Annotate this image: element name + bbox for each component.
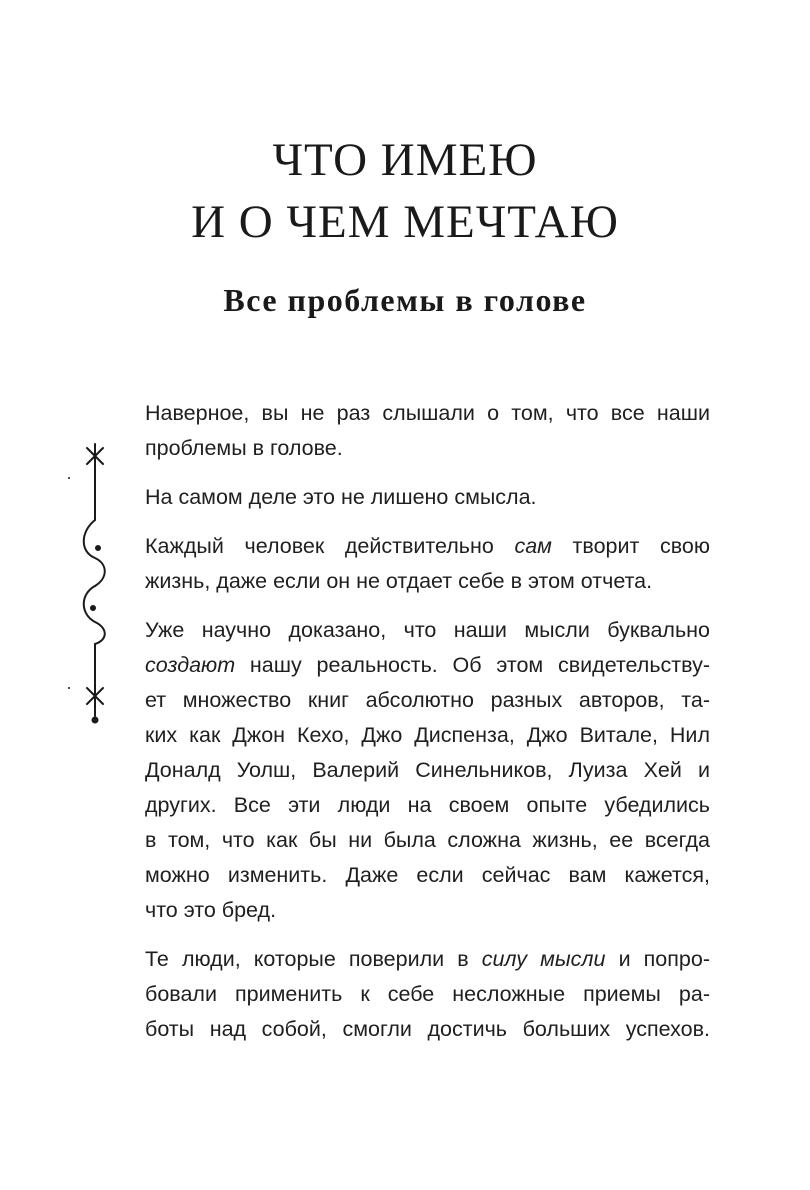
emphasis-text: создают xyxy=(145,653,236,677)
emphasis-text: силу мысли xyxy=(481,947,606,971)
text-segment: творит свою xyxy=(551,534,710,558)
paragraph-4 xyxy=(145,613,710,928)
paragraph-1 xyxy=(145,396,710,466)
emphasis-text: сам xyxy=(514,534,552,558)
text-line xyxy=(145,648,710,683)
text-line: проблемы в голове. xyxy=(145,436,343,460)
paragraph-5 xyxy=(145,942,710,1047)
text-line: что это бред. xyxy=(145,898,277,922)
text-line: жизнь, даже если он не отдает себе в этом отчета. xyxy=(145,569,653,593)
text-line: в том, что как бы ни была сложна жизнь, ее всегда xyxy=(145,828,710,852)
text-line: Доналд Уолш, Валерий Синельников, Луиза Хей и xyxy=(145,758,710,782)
body-text xyxy=(145,396,710,1061)
text-line: ет множество книг абсолютно разных авторов, та- xyxy=(145,688,710,712)
text-segment: Те люди, которые поверили в xyxy=(145,947,482,971)
text-line: Наверное, вы не раз слышали о том, что все наши xyxy=(145,401,710,425)
text-line: боты над собой, смогли достичь больших успехов. xyxy=(145,1017,710,1041)
text-line: других. Все эти люди на своем опыте убедились xyxy=(145,793,710,817)
text-segment: и попро- xyxy=(605,947,710,971)
text-segment: Каждый человек действительно xyxy=(145,534,515,558)
section-subtitle: Все проблемы в голове xyxy=(223,282,587,318)
text-line: можно изменить. Даже если сейчас вам кажется, xyxy=(145,863,710,887)
text-line: бовали применить к себе несложные приемы ра- xyxy=(145,982,710,1006)
text-line xyxy=(145,529,710,564)
paragraph-3 xyxy=(145,529,710,599)
text-line: Уже научно доказано, что наши мысли буквально xyxy=(145,618,710,642)
paragraph-2: На самом деле это не лишено смысла. xyxy=(145,485,537,509)
text-segment: нашу реальность. Об этом свидетельству- xyxy=(235,653,710,677)
text-line xyxy=(145,942,710,977)
chapter-title-line-1: ЧТО ИМЕЮ xyxy=(272,134,538,186)
chapter-title-line-2: И О ЧЕМ МЕЧТАЮ xyxy=(191,196,619,248)
text-line: ких как Джон Кехо, Джо Диспенза, Джо Витале, Нил xyxy=(145,723,710,747)
decorative-ornament-icon xyxy=(60,440,130,730)
